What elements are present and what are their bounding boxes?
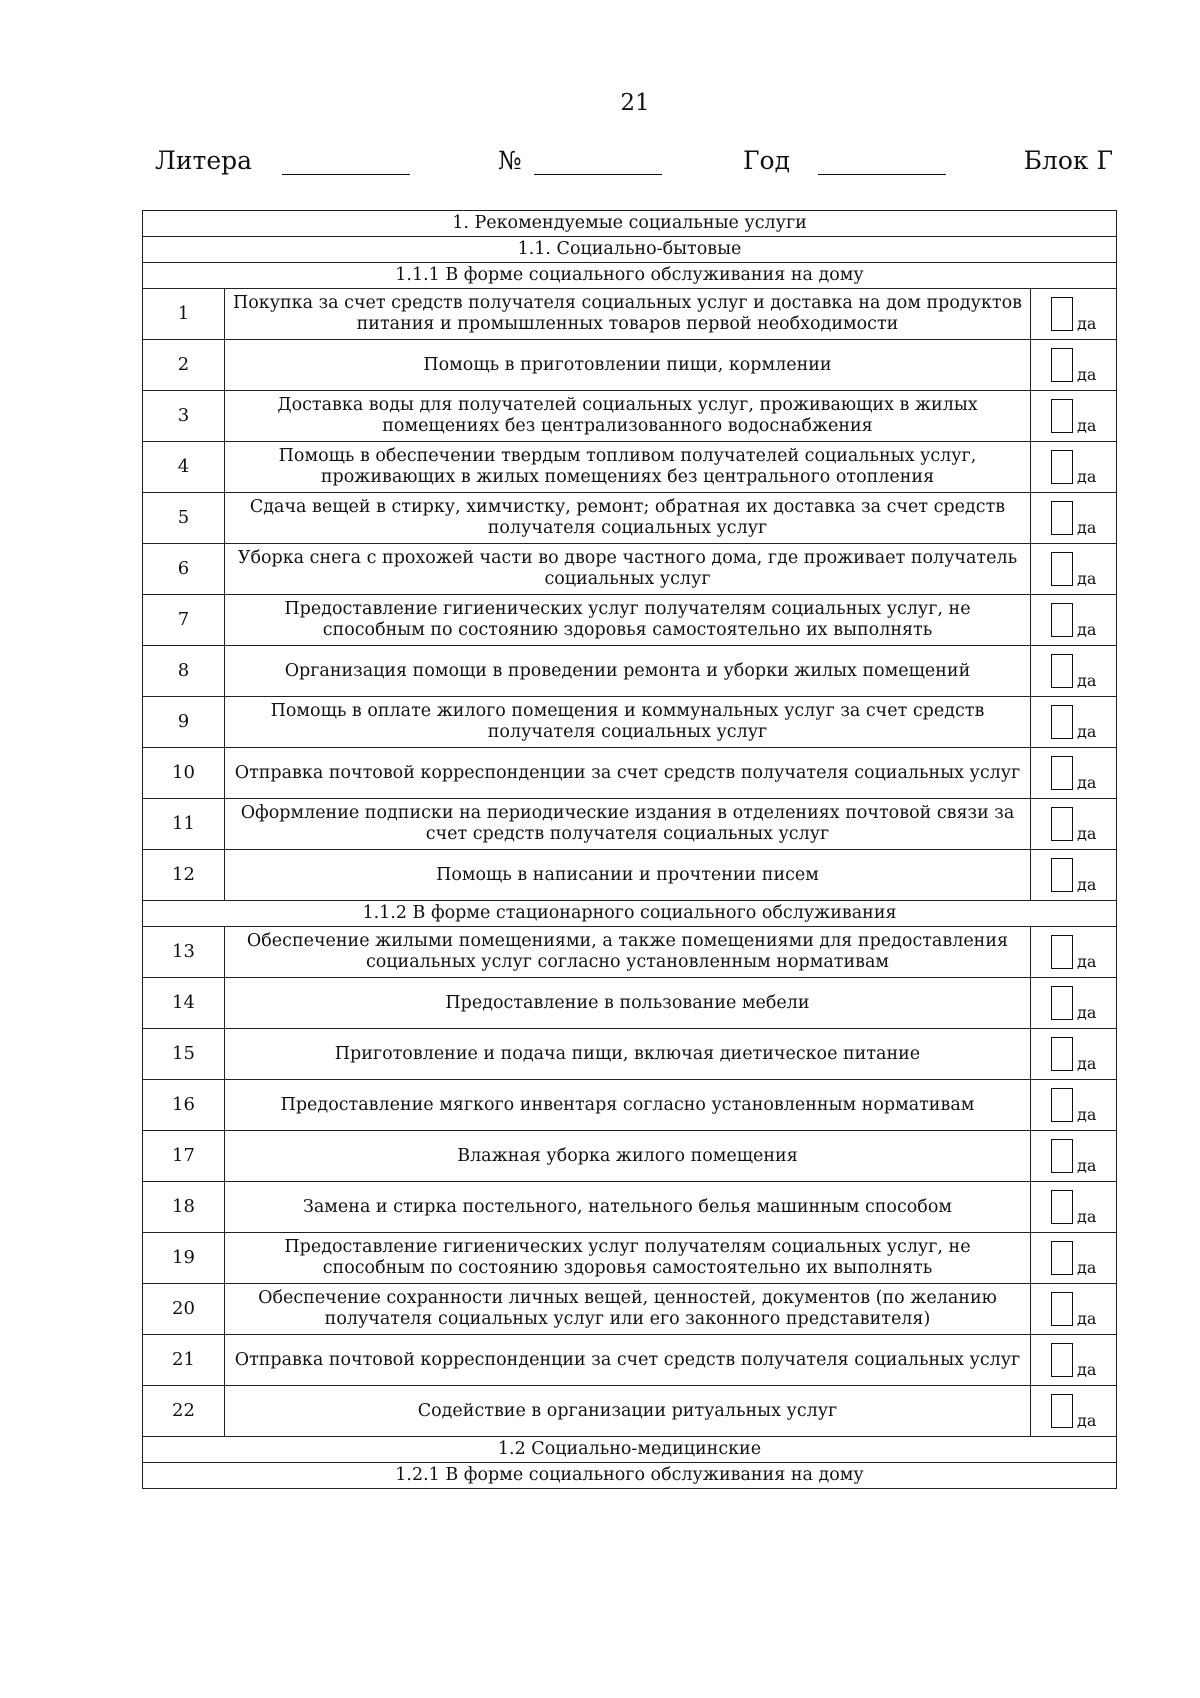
- section-heading: [143, 901, 1117, 927]
- checkbox-label: да: [1076, 772, 1097, 792]
- section-title: 1.1.1 В форме социального обслуживания на дому: [143, 263, 1117, 289]
- service-description: Помощь в приготовлении пищи, кормлении: [225, 340, 1031, 391]
- checkbox-label: да: [1076, 1002, 1097, 1022]
- form-header: [155, 146, 1113, 186]
- service-description: Отправка почтовой корреспонденции за счет средств получателя социальных услуг: [225, 1335, 1031, 1386]
- table-row: [143, 340, 1117, 391]
- service-description: Доставка воды для получателей социальных услуг, проживающих в жилых помещениях без централизованного водоснабжения: [225, 391, 1031, 442]
- item-number: 6: [143, 544, 225, 595]
- table-row: [143, 697, 1117, 748]
- checkbox[interactable]: [1051, 1037, 1073, 1071]
- checkbox-label: да: [1076, 415, 1097, 435]
- item-number: 13: [143, 927, 225, 978]
- checkbox-cell: [1030, 1233, 1116, 1284]
- number-input-line[interactable]: [534, 150, 662, 175]
- checkbox-cell: [1030, 1080, 1116, 1131]
- checkbox-cell: [1030, 544, 1116, 595]
- checkbox-cell: [1030, 1182, 1116, 1233]
- item-number: 20: [143, 1284, 225, 1335]
- checkbox-label: да: [1076, 1308, 1097, 1328]
- checkbox-label: да: [1076, 364, 1097, 384]
- section-heading: [143, 211, 1117, 237]
- block-label: Блок Г: [1023, 146, 1113, 175]
- checkbox[interactable]: [1051, 1394, 1073, 1428]
- table-row: [143, 1131, 1117, 1182]
- checkbox-cell: [1030, 978, 1116, 1029]
- checkbox-cell: [1030, 850, 1116, 901]
- checkbox[interactable]: [1051, 1241, 1073, 1275]
- item-number: 21: [143, 1335, 225, 1386]
- checkbox-cell: [1030, 1131, 1116, 1182]
- service-description: Замена и стирка постельного, нательного белья машинным способом: [225, 1182, 1031, 1233]
- checkbox-cell: [1030, 799, 1116, 850]
- item-number: 16: [143, 1080, 225, 1131]
- checkbox-cell: [1030, 646, 1116, 697]
- table-row: [143, 646, 1117, 697]
- item-number: 1: [143, 289, 225, 340]
- litera-field: [155, 146, 410, 175]
- table-row: [143, 748, 1117, 799]
- section-title: 1.1.2 В форме стационарного социального обслуживания: [143, 901, 1117, 927]
- checkbox[interactable]: [1051, 1139, 1073, 1173]
- item-number: 2: [143, 340, 225, 391]
- year-label: Год: [743, 146, 790, 175]
- checkbox-label: да: [1076, 568, 1097, 588]
- litera-input-line[interactable]: [282, 150, 410, 175]
- table-row: [143, 799, 1117, 850]
- checkbox-label: да: [1076, 951, 1097, 971]
- service-description: Организация помощи в проведении ремонта и уборки жилых помещений: [225, 646, 1031, 697]
- year-field: [743, 146, 946, 175]
- item-number: 3: [143, 391, 225, 442]
- checkbox[interactable]: [1051, 986, 1073, 1020]
- checkbox[interactable]: [1051, 1088, 1073, 1122]
- item-number: 8: [143, 646, 225, 697]
- checkbox-cell: [1030, 391, 1116, 442]
- checkbox-label: да: [1076, 874, 1097, 894]
- checkbox-label: да: [1076, 1206, 1097, 1226]
- item-number: 15: [143, 1029, 225, 1080]
- year-input-line[interactable]: [818, 150, 946, 175]
- service-description: Предоставление в пользование мебели: [225, 978, 1031, 1029]
- checkbox[interactable]: [1051, 654, 1073, 688]
- checkbox[interactable]: [1051, 756, 1073, 790]
- table-row: [143, 1233, 1117, 1284]
- checkbox[interactable]: [1051, 399, 1073, 433]
- table-row: [143, 289, 1117, 340]
- checkbox[interactable]: [1051, 348, 1073, 382]
- item-number: 11: [143, 799, 225, 850]
- section-heading: [143, 1437, 1117, 1463]
- checkbox-label: да: [1076, 1257, 1097, 1277]
- service-description: Покупка за счет средств получателя социальных услуг и доставка на дом продуктов питания и промышленных товаров первой необходимости: [225, 289, 1031, 340]
- checkbox-label: да: [1076, 619, 1097, 639]
- checkbox-label: да: [1076, 1104, 1097, 1124]
- checkbox-label: да: [1076, 670, 1097, 690]
- checkbox-label: да: [1076, 466, 1097, 486]
- checkbox-cell: [1030, 442, 1116, 493]
- service-description: Помощь в оплате жилого помещения и коммунальных услуг за счет средств получателя социальных услуг: [225, 697, 1031, 748]
- table-row: [143, 850, 1117, 901]
- checkbox-cell: [1030, 697, 1116, 748]
- item-number: 18: [143, 1182, 225, 1233]
- table-row: [143, 1386, 1117, 1437]
- section-heading: [143, 237, 1117, 263]
- checkbox-cell: [1030, 595, 1116, 646]
- services-table: [142, 210, 1117, 1489]
- table-row: [143, 1284, 1117, 1335]
- service-description: Оформление подписки на периодические издания в отделениях почтовой связи за счет средств получателя социальных услуг: [225, 799, 1031, 850]
- checkbox-label: да: [1076, 1155, 1097, 1175]
- checkbox-label: да: [1076, 1053, 1097, 1073]
- service-description: Уборка снега с прохожей части во дворе частного дома, где проживает получатель социальных услуг: [225, 544, 1031, 595]
- checkbox-label: да: [1076, 823, 1097, 843]
- page-number: 21: [620, 90, 650, 116]
- section-title: 1.1. Социально-бытовые: [143, 237, 1117, 263]
- checkbox[interactable]: [1051, 450, 1073, 484]
- checkbox-cell: [1030, 340, 1116, 391]
- service-description: Обеспечение сохранности личных вещей, ценностей, документов (по желанию получателя социальных услуг или его законного представителя): [225, 1284, 1031, 1335]
- checkbox-cell: [1030, 927, 1116, 978]
- checkbox-label: да: [1076, 517, 1097, 537]
- checkbox[interactable]: [1051, 297, 1073, 331]
- table-row: [143, 595, 1117, 646]
- item-number: 9: [143, 697, 225, 748]
- checkbox[interactable]: [1051, 1190, 1073, 1224]
- checkbox-cell: [1030, 748, 1116, 799]
- litera-label: Литера: [155, 146, 253, 175]
- item-number: 22: [143, 1386, 225, 1437]
- checkbox[interactable]: [1051, 705, 1073, 739]
- checkbox[interactable]: [1051, 807, 1073, 841]
- service-description: Приготовление и подача пищи, включая диетическое питание: [225, 1029, 1031, 1080]
- item-number: 17: [143, 1131, 225, 1182]
- service-description: Предоставление мягкого инвентаря согласно установленным нормативам: [225, 1080, 1031, 1131]
- section-title: 1.2 Социально-медицинские: [143, 1437, 1117, 1463]
- item-number: 7: [143, 595, 225, 646]
- checkbox-cell: [1030, 1284, 1116, 1335]
- section-heading: [143, 263, 1117, 289]
- checkbox-label: да: [1076, 721, 1097, 741]
- checkbox[interactable]: [1051, 858, 1073, 892]
- service-description: Помощь в обеспечении твердым топливом получателей социальных услуг, проживающих в жилых помещениях без центрального отопления: [225, 442, 1031, 493]
- service-description: Помощь в написании и прочтении писем: [225, 850, 1031, 901]
- table-row: [143, 1335, 1117, 1386]
- checkbox-cell: [1030, 1335, 1116, 1386]
- item-number: 4: [143, 442, 225, 493]
- table-row: [143, 442, 1117, 493]
- table-row: [143, 1029, 1117, 1080]
- table-row: [143, 978, 1117, 1029]
- checkbox[interactable]: [1051, 1292, 1073, 1326]
- table-row: [143, 1080, 1117, 1131]
- service-description: Сдача вещей в стирку, химчистку, ремонт; обратная их доставка за счет средств получателя социальных услуг: [225, 493, 1031, 544]
- checkbox-cell: [1030, 1029, 1116, 1080]
- checkbox[interactable]: [1051, 935, 1073, 969]
- table-row: [143, 544, 1117, 595]
- service-description: Обеспечение жилыми помещениями, а также помещениями для предоставления социальных услуг согласно установленным нормативам: [225, 927, 1031, 978]
- service-description: Влажная уборка жилого помещения: [225, 1131, 1031, 1182]
- section-title: 1.2.1 В форме социального обслуживания на дому: [143, 1463, 1117, 1489]
- checkbox[interactable]: [1051, 603, 1073, 637]
- checkbox-cell: [1030, 1386, 1116, 1437]
- item-number: 10: [143, 748, 225, 799]
- checkbox-label: да: [1076, 1410, 1097, 1430]
- checkbox-label: да: [1076, 1359, 1097, 1379]
- item-number: 5: [143, 493, 225, 544]
- table-row: [143, 927, 1117, 978]
- checkbox[interactable]: [1051, 501, 1073, 535]
- service-description: Предоставление гигиенических услуг получателям социальных услуг, не способным по состоянию здоровья самостоятельно их выполнять: [225, 1233, 1031, 1284]
- checkbox[interactable]: [1051, 1343, 1073, 1377]
- number-label: №: [498, 146, 522, 175]
- item-number: 14: [143, 978, 225, 1029]
- service-description: Содействие в организации ритуальных услуг: [225, 1386, 1031, 1437]
- checkbox[interactable]: [1051, 552, 1073, 586]
- table-row: [143, 493, 1117, 544]
- section-title: 1. Рекомендуемые социальные услуги: [143, 211, 1117, 237]
- item-number: 12: [143, 850, 225, 901]
- checkbox-cell: [1030, 493, 1116, 544]
- service-description: Предоставление гигиенических услуг получателям социальных услуг, не способным по состоянию здоровья самостоятельно их выполнять: [225, 595, 1031, 646]
- table-row: [143, 1182, 1117, 1233]
- number-field: [498, 146, 662, 175]
- item-number: 19: [143, 1233, 225, 1284]
- checkbox-label: да: [1076, 313, 1097, 333]
- checkbox-cell: [1030, 289, 1116, 340]
- section-heading: [143, 1463, 1117, 1489]
- table-row: [143, 391, 1117, 442]
- service-description: Отправка почтовой корреспонденции за счет средств получателя социальных услуг: [225, 748, 1031, 799]
